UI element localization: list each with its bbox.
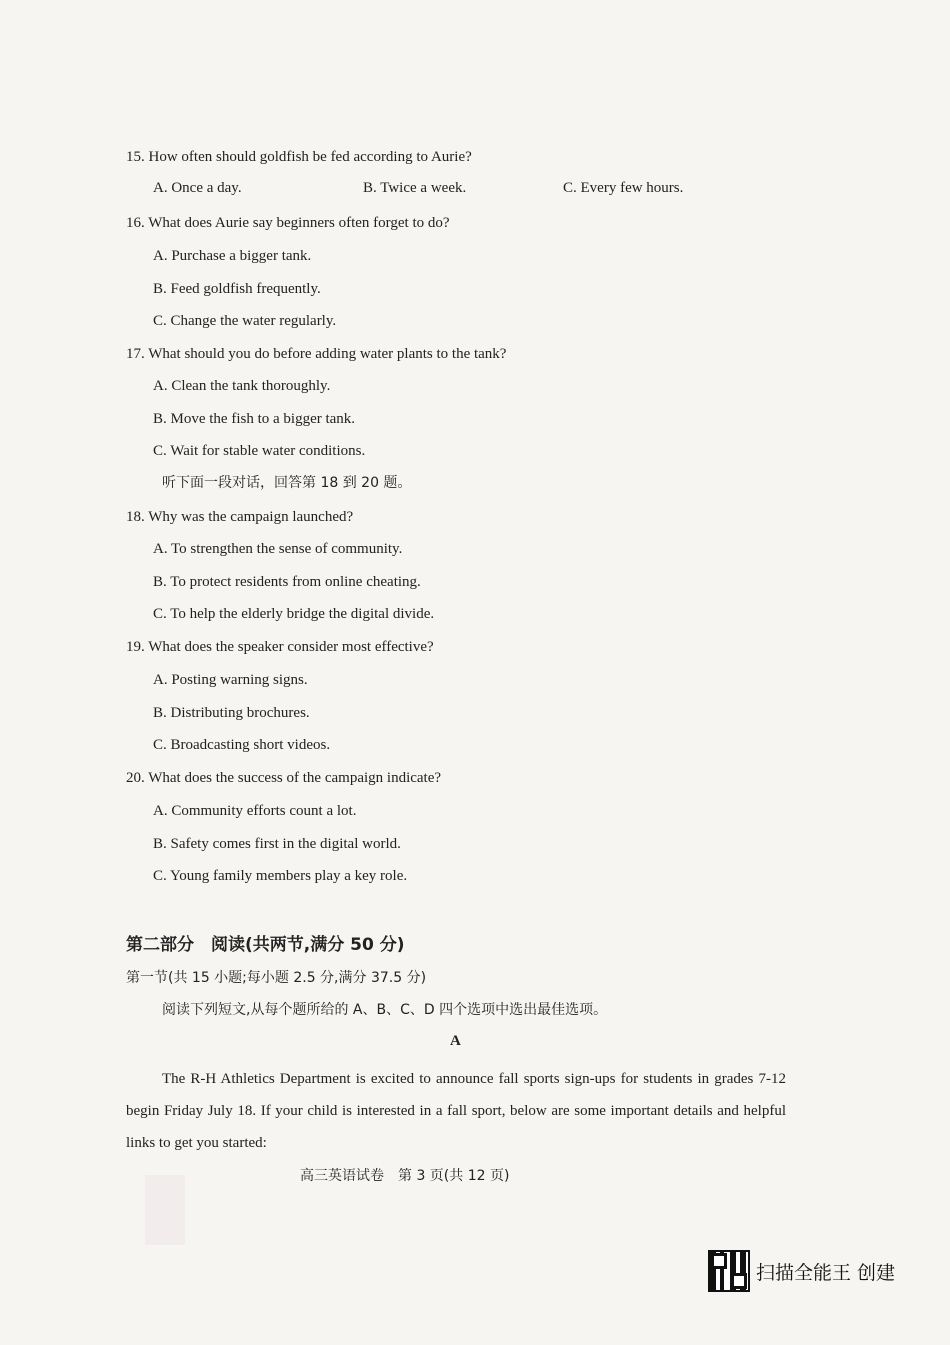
option-19-b: B. Distributing brochures. [153,705,310,721]
page-footer: 高三英语试卷 第 3 页(共 12 页) [300,1168,510,1184]
part-two-heading: 第二部分 阅读(共两节,满分 50 分) [126,935,405,955]
option-18-b: B. To protect residents from online cheating. [153,574,421,590]
option-19-c: C. Broadcasting short videos. [153,737,331,753]
passage-text: The R-H Athletics Department is excited to announce fall sports sign-ups for students in grades 7-12 begin Friday July 18. If your child is interested in a fall sport, below are some important details and helpful links to get you started: [126,1071,786,1151]
question-19: 19. What does the speaker consider most effective? [126,639,434,655]
option-20-c: C. Young family members play a key role. [153,868,408,884]
option-16-b: B. Feed goldfish frequently. [153,281,321,297]
scanner-watermark [708,1250,895,1292]
question-15: 15. How often should goldfish be fed according to Aurie? [126,149,472,165]
option-20-b: B. Safety comes first in the digital world. [153,836,401,852]
qr-code-icon [708,1250,750,1292]
option-19-a: A. Posting warning signs. [153,672,308,688]
scan-smudge [145,1175,185,1245]
option-18-a: A. To strengthen the sense of community. [153,541,403,557]
option-15-b: B. Twice a week. [363,180,467,196]
question-15-options [153,180,773,200]
passage-letter: A [450,1033,461,1049]
option-17-b: B. Move the fish to a bigger tank. [153,411,356,427]
option-15-c: C. Every few hours. [563,180,684,196]
section-one-heading: 第一节(共 15 小题;每小题 2.5 分,满分 37.5 分) [126,970,427,986]
listening-instruction: 听下面一段对话，回答第 18 到 20 题。 [162,475,412,491]
option-18-c: C. To help the elderly bridge the digital divide. [153,606,435,622]
watermark-text: 扫描全能王 创建 [756,1261,896,1284]
question-18: 18. Why was the campaign launched? [126,509,354,525]
option-17-c: C. Wait for stable water conditions. [153,443,366,459]
question-17: 17. What should you do before adding water plants to the tank? [126,346,507,362]
reading-instruction: 阅读下列短文,从每个题所给的 A、B、C、D 四个选项中选出最佳选项。 [162,1002,608,1018]
option-15-a: A. Once a day. [153,180,242,196]
question-20: 20. What does the success of the campaign indicate? [126,770,442,786]
question-16: 16. What does Aurie say beginners often forget to do? [126,215,450,231]
option-16-a: A. Purchase a bigger tank. [153,248,312,264]
option-17-a: A. Clean the tank thoroughly. [153,378,331,394]
option-20-a: A. Community efforts count a lot. [153,803,357,819]
option-16-c: C. Change the water regularly. [153,313,337,329]
